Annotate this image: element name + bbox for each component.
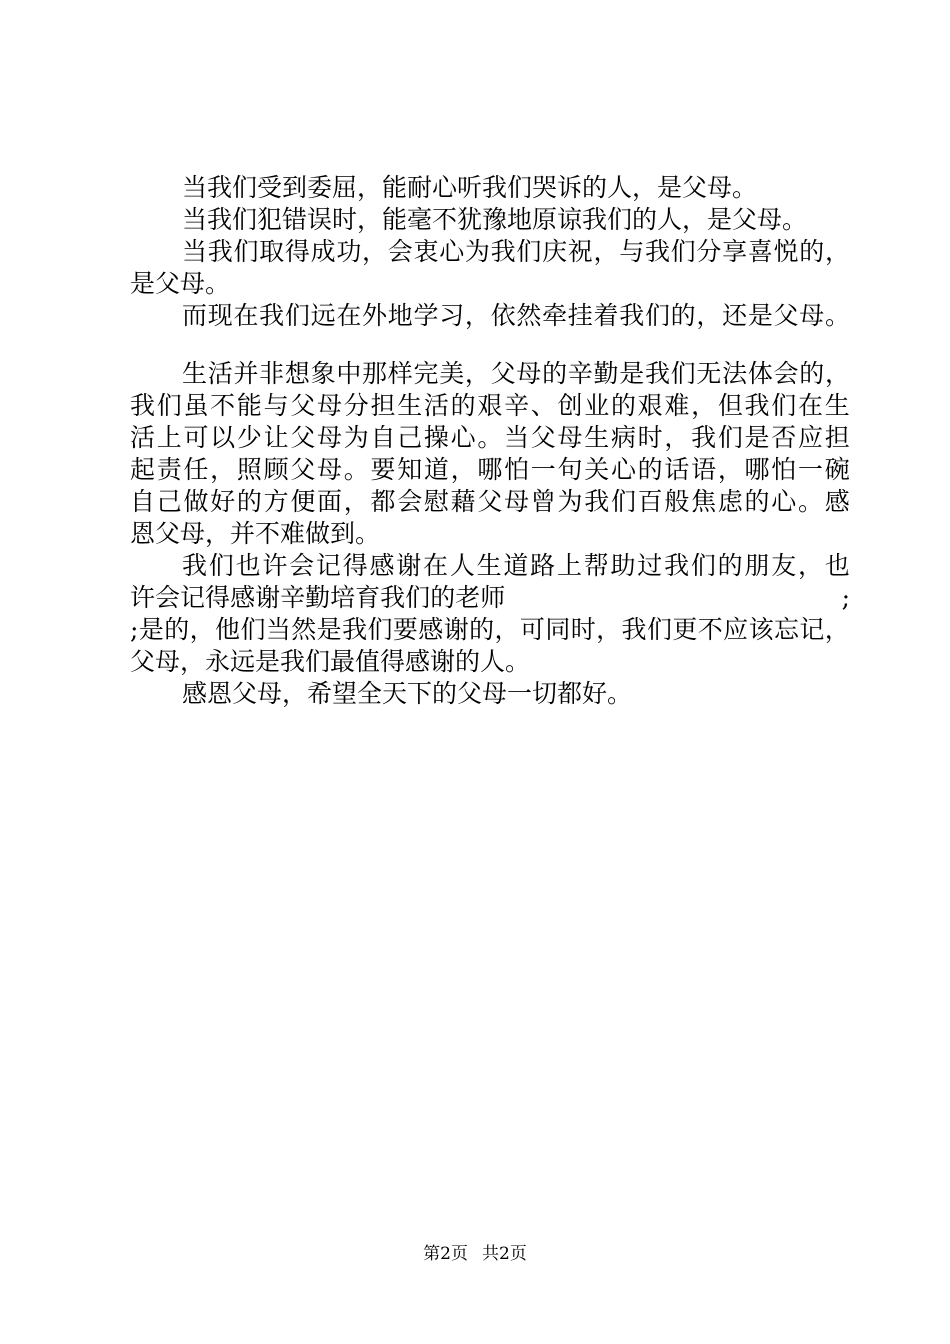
text-glyph: 。	[797, 487, 823, 516]
text-glyph: 的	[236, 487, 262, 516]
text-glyph: 的	[610, 391, 636, 420]
text-glyph: 朋	[744, 551, 770, 580]
paragraph-line: 感恩父母，希望全天下的父母一切都好。	[182, 679, 633, 708]
text-glyph: 祝	[567, 237, 593, 266]
text-glyph: 为	[557, 487, 583, 516]
text-glyph: 非	[259, 359, 285, 388]
text-glyph: 感	[418, 615, 444, 644]
text-glyph: 师	[480, 583, 506, 612]
text-glyph: 是	[138, 615, 164, 644]
text-glyph: 人	[449, 551, 475, 580]
text-glyph: 然	[291, 615, 317, 644]
teacher-phrase	[130, 582, 545, 614]
text-glyph: 勤	[305, 583, 331, 612]
text-glyph: 谢	[255, 583, 281, 612]
page-number: 第2页	[423, 1244, 468, 1264]
text-glyph: 起	[130, 455, 156, 484]
text-glyph: 的	[450, 391, 476, 420]
text-glyph: 生	[476, 551, 502, 580]
document-body	[130, 172, 850, 710]
text-glyph: 会	[387, 237, 413, 266]
text-glyph: 不	[697, 615, 723, 644]
text-glyph: 牵	[542, 301, 568, 330]
text-glyph: 生	[182, 359, 208, 388]
text-glyph: 们	[405, 583, 431, 612]
text-glyph: 悦	[773, 237, 799, 266]
text-glyph: 外	[362, 301, 388, 330]
text-glyph: 们	[240, 615, 266, 644]
text-glyph: 道	[503, 551, 529, 580]
text-glyph: 般	[664, 487, 690, 516]
text-glyph: ，	[797, 551, 823, 580]
text-glyph: 时	[570, 615, 596, 644]
text-glyph: 分	[343, 391, 369, 420]
paragraph-7	[130, 678, 850, 710]
text-glyph: 会	[289, 551, 315, 580]
page-total: 共2页	[482, 1244, 527, 1264]
paragraph-gap	[130, 332, 850, 358]
text-glyph: 着	[593, 301, 619, 330]
text-glyph: 虑	[717, 487, 743, 516]
paragraph-line	[130, 550, 850, 582]
paragraph-6	[130, 550, 850, 678]
text-glyph: ，	[691, 391, 717, 420]
text-glyph: 们	[644, 301, 670, 330]
text-glyph: 体	[747, 359, 773, 388]
text-glyph: 庆	[542, 237, 568, 266]
text-glyph: 许	[262, 551, 288, 580]
paragraph-line: 恩父母，并不难做到。	[130, 519, 381, 548]
text-glyph: 怕	[771, 455, 797, 484]
text-glyph: 心	[450, 423, 476, 452]
text-glyph: 父	[290, 423, 316, 452]
text-glyph: 更	[672, 615, 698, 644]
text-glyph: 我	[342, 615, 368, 644]
text-glyph: 忘	[773, 615, 799, 644]
text-glyph: 我	[744, 391, 770, 420]
text-glyph: ，	[494, 615, 520, 644]
text-glyph: ，	[824, 615, 850, 644]
text-glyph: 们	[516, 237, 542, 266]
text-glyph: ，	[717, 455, 743, 484]
text-glyph: 而	[182, 301, 208, 330]
text-glyph: 法	[722, 359, 748, 388]
text-glyph: 艰	[477, 391, 503, 420]
text-glyph: 样	[387, 359, 413, 388]
text-glyph: 应	[797, 423, 823, 452]
text-glyph: 得	[342, 551, 368, 580]
text-glyph: 与	[619, 237, 645, 266]
paragraph-2	[130, 204, 850, 236]
text-glyph: ，	[664, 423, 690, 452]
text-glyph: 我	[490, 237, 516, 266]
text-glyph: 生	[824, 391, 850, 420]
text-glyph: 活	[423, 391, 449, 420]
text-glyph: 否	[771, 423, 797, 452]
text-glyph: 母	[504, 487, 530, 516]
text-glyph: ，	[450, 455, 476, 484]
text-glyph: 在	[423, 551, 449, 580]
text-glyph: ，	[824, 359, 850, 388]
text-glyph: 生	[397, 391, 423, 420]
text-glyph: 当	[182, 237, 208, 266]
paragraph-line: 是父母。	[130, 269, 231, 298]
text-glyph: 哪	[477, 455, 503, 484]
text-glyph: 难	[664, 391, 690, 420]
paragraph-4	[130, 300, 850, 332]
text-glyph: 自	[370, 423, 396, 452]
text-glyph: 们	[156, 391, 182, 420]
text-glyph: 喜	[747, 237, 773, 266]
text-glyph: 为	[464, 237, 490, 266]
paragraph-line: 当我们受到委屈，能耐心听我们哭诉的人，是父母。	[182, 173, 758, 202]
text-glyph: 可	[183, 423, 209, 452]
text-glyph: 面	[317, 487, 343, 516]
paragraph-line: 父母，永远是我们最值得感谢的人。	[130, 647, 531, 676]
text-glyph: 做	[183, 487, 209, 516]
text-glyph: 任	[183, 455, 209, 484]
text-glyph: 学	[413, 301, 439, 330]
paragraph-5	[130, 358, 850, 550]
text-glyph: 并	[233, 359, 259, 388]
text-glyph: 我	[130, 391, 156, 420]
paragraph-line	[130, 358, 850, 390]
text-glyph: 我	[207, 237, 233, 266]
text-glyph: 享	[722, 237, 748, 266]
text-glyph: 以	[210, 423, 236, 452]
text-glyph: 培	[330, 583, 356, 612]
text-glyph: 记	[180, 583, 206, 612]
text-glyph: 。	[343, 455, 369, 484]
paragraph-line	[130, 454, 850, 486]
text-glyph: 母	[799, 301, 825, 330]
text-glyph: 们	[284, 301, 310, 330]
text-glyph: 我	[584, 487, 610, 516]
text-glyph: 们	[208, 551, 234, 580]
text-glyph: 好	[210, 487, 236, 516]
text-glyph: 老	[455, 583, 481, 612]
text-glyph: 的	[799, 237, 825, 266]
text-glyph: 藉	[450, 487, 476, 516]
text-glyph: 也	[824, 551, 850, 580]
text-glyph: 顾	[263, 455, 289, 484]
text-glyph: 他	[215, 615, 241, 644]
text-glyph: 我	[644, 359, 670, 388]
text-glyph: 担	[824, 423, 850, 452]
text-glyph: 与	[263, 391, 289, 420]
text-glyph: 可	[519, 615, 545, 644]
text-glyph: 同	[545, 615, 571, 644]
text-glyph: 。	[477, 423, 503, 452]
text-glyph: 的	[164, 615, 190, 644]
text-glyph: 病	[610, 423, 636, 452]
text-glyph: 是	[316, 615, 342, 644]
text-glyph: 心	[610, 455, 636, 484]
text-glyph: 会	[155, 583, 181, 612]
text-glyph: 的	[469, 615, 495, 644]
text-glyph: 谢	[443, 615, 469, 644]
text-glyph: 父	[290, 391, 316, 420]
text-glyph: 父	[530, 423, 556, 452]
text-glyph: 勤	[593, 359, 619, 388]
text-glyph: 我	[621, 615, 647, 644]
text-glyph: 父	[773, 301, 799, 330]
text-glyph: 话	[664, 455, 690, 484]
text-glyph: 那	[362, 359, 388, 388]
text-glyph: ，	[464, 301, 490, 330]
text-glyph: 心	[771, 487, 797, 516]
text-glyph: 挂	[567, 301, 593, 330]
text-glyph: 现	[207, 301, 233, 330]
text-glyph: 但	[717, 391, 743, 420]
text-glyph: 一	[530, 455, 556, 484]
text-glyph: 助	[610, 551, 636, 580]
text-glyph: 时	[637, 423, 663, 452]
text-glyph: 会	[397, 487, 423, 516]
text-glyph: 成	[310, 237, 336, 266]
paragraph-line	[130, 614, 850, 646]
text-glyph: 父	[290, 455, 316, 484]
text-glyph: 分	[696, 237, 722, 266]
text-glyph: 的	[542, 359, 568, 388]
text-glyph: 也	[235, 551, 261, 580]
text-glyph: 们	[771, 391, 797, 420]
text-glyph: 们	[646, 615, 672, 644]
trailing-semicolon: ;	[841, 583, 850, 612]
paragraph-3	[130, 236, 850, 300]
text-glyph: 感	[230, 583, 256, 612]
text-glyph: 创	[557, 391, 583, 420]
text-glyph: 父	[490, 359, 516, 388]
text-glyph: 、	[530, 391, 556, 420]
text-glyph: 的	[670, 301, 696, 330]
text-glyph: 碗	[824, 455, 850, 484]
text-glyph: 关	[584, 455, 610, 484]
text-glyph: 活	[207, 359, 233, 388]
text-glyph: 语	[691, 455, 717, 484]
text-glyph: 己	[156, 487, 182, 516]
text-glyph: ，	[210, 455, 236, 484]
text-glyph: 辛	[504, 391, 530, 420]
text-glyph: ，	[696, 301, 722, 330]
text-glyph: 路	[530, 551, 556, 580]
text-glyph: 在	[797, 391, 823, 420]
text-glyph: 辛	[280, 583, 306, 612]
text-glyph: 象	[310, 359, 336, 388]
text-glyph: ，	[824, 237, 850, 266]
text-glyph: 们	[690, 551, 716, 580]
text-glyph: 完	[413, 359, 439, 388]
text-glyph: 方	[263, 487, 289, 516]
text-glyph: 记	[315, 551, 341, 580]
text-glyph: 操	[423, 423, 449, 452]
paragraph-line	[130, 300, 850, 332]
text-glyph: 远	[310, 301, 336, 330]
text-glyph: 们	[670, 237, 696, 266]
text-glyph: 母	[557, 423, 583, 452]
text-glyph: 地	[387, 301, 413, 330]
text-glyph: 在	[336, 301, 362, 330]
text-glyph: 道	[423, 455, 449, 484]
text-glyph: 不	[210, 391, 236, 420]
text-glyph: 们	[610, 487, 636, 516]
text-glyph: 少	[236, 423, 262, 452]
text-glyph: 我	[380, 583, 406, 612]
text-glyph: 母	[317, 423, 343, 452]
text-glyph: 父	[477, 487, 503, 516]
text-glyph: 们	[717, 423, 743, 452]
text-glyph: 们	[233, 237, 259, 266]
text-glyph: 还	[722, 301, 748, 330]
text-glyph: 的	[430, 583, 456, 612]
paragraph-1	[130, 172, 850, 204]
paragraph-line	[130, 486, 850, 518]
text-glyph: 的	[637, 455, 663, 484]
text-glyph: 照	[236, 455, 262, 484]
text-glyph: 我	[691, 423, 717, 452]
paragraph-line: 当我们犯错误时，能毫不犹豫地原谅我们的人，是父母。	[182, 205, 808, 234]
text-glyph: 都	[370, 487, 396, 516]
text-glyph: 中	[336, 359, 362, 388]
text-glyph: 育	[355, 583, 381, 612]
text-glyph: 是	[619, 359, 645, 388]
text-glyph: 上	[556, 551, 582, 580]
text-glyph: ，	[362, 237, 388, 266]
page-footer	[0, 1243, 950, 1265]
text-glyph: 的	[744, 487, 770, 516]
text-glyph: 责	[156, 455, 182, 484]
text-glyph: 焦	[691, 487, 717, 516]
text-glyph: 无	[696, 359, 722, 388]
text-glyph: 衷	[413, 237, 439, 266]
text-glyph: 为	[343, 423, 369, 452]
paragraph-line	[130, 422, 850, 454]
text-glyph: 辛	[567, 359, 593, 388]
text-glyph: 过	[637, 551, 663, 580]
text-glyph: 依	[490, 301, 516, 330]
text-glyph: 取	[259, 237, 285, 266]
text-glyph: 一	[797, 455, 823, 484]
text-glyph: 母	[317, 455, 343, 484]
text-glyph: 艰	[637, 391, 663, 420]
text-glyph: 虽	[183, 391, 209, 420]
text-glyph: 句	[557, 455, 583, 484]
text-glyph: 应	[723, 615, 749, 644]
text-glyph: 谢	[396, 551, 422, 580]
paragraph-line	[130, 236, 850, 268]
text-glyph: ;	[130, 615, 139, 644]
text-glyph: 我	[259, 301, 285, 330]
text-glyph: 能	[236, 391, 262, 420]
text-glyph: 我	[182, 551, 208, 580]
text-glyph: 功	[336, 237, 362, 266]
text-glyph: 得	[284, 237, 310, 266]
text-glyph: 感	[824, 487, 850, 516]
text-glyph: 习	[439, 301, 465, 330]
text-glyph: 当	[265, 615, 291, 644]
text-glyph: 美	[439, 359, 465, 388]
text-glyph: ，	[189, 615, 215, 644]
text-glyph: 百	[637, 487, 663, 516]
text-glyph: 帮	[583, 551, 609, 580]
text-glyph: 得	[205, 583, 231, 612]
text-glyph: 的	[717, 551, 743, 580]
text-glyph: 是	[744, 423, 770, 452]
text-glyph: 想	[284, 359, 310, 388]
text-glyph: 记	[799, 615, 825, 644]
text-glyph: 要	[392, 615, 418, 644]
text-glyph: 当	[504, 423, 530, 452]
text-glyph: 怕	[504, 455, 530, 484]
text-glyph: 我	[644, 237, 670, 266]
text-glyph: 心	[439, 237, 465, 266]
text-glyph: 我	[664, 551, 690, 580]
text-glyph: 曾	[530, 487, 556, 516]
text-glyph: 该	[748, 615, 774, 644]
text-glyph: 的	[799, 359, 825, 388]
text-glyph: 感	[369, 551, 395, 580]
text-glyph: ，	[343, 487, 369, 516]
text-glyph: 慰	[423, 487, 449, 516]
text-glyph: ，	[593, 237, 619, 266]
text-glyph: 业	[584, 391, 610, 420]
paragraph-line	[130, 582, 850, 614]
text-glyph: 要	[370, 455, 396, 484]
text-glyph: ，	[596, 615, 622, 644]
text-glyph: 我	[619, 301, 645, 330]
paragraph-line	[130, 390, 850, 422]
text-glyph: 让	[263, 423, 289, 452]
text-glyph: ，	[464, 359, 490, 388]
text-glyph: 活	[130, 423, 156, 452]
text-glyph: 会	[773, 359, 799, 388]
text-glyph: 知	[397, 455, 423, 484]
text-glyph: 然	[516, 301, 542, 330]
text-glyph: 生	[584, 423, 610, 452]
text-glyph: 担	[370, 391, 396, 420]
text-glyph: 们	[367, 615, 393, 644]
text-glyph: 己	[397, 423, 423, 452]
text-glyph: 自	[130, 487, 156, 516]
text-glyph: 许	[130, 583, 156, 612]
text-glyph: 母	[516, 359, 542, 388]
text-glyph: 便	[290, 487, 316, 516]
text-glyph: 是	[747, 301, 773, 330]
text-glyph: 。	[824, 301, 850, 330]
text-glyph: 在	[233, 301, 259, 330]
text-glyph: 友	[771, 551, 797, 580]
text-glyph: 哪	[744, 455, 770, 484]
text-glyph: 母	[317, 391, 343, 420]
text-glyph: 上	[156, 423, 182, 452]
text-glyph: 们	[670, 359, 696, 388]
